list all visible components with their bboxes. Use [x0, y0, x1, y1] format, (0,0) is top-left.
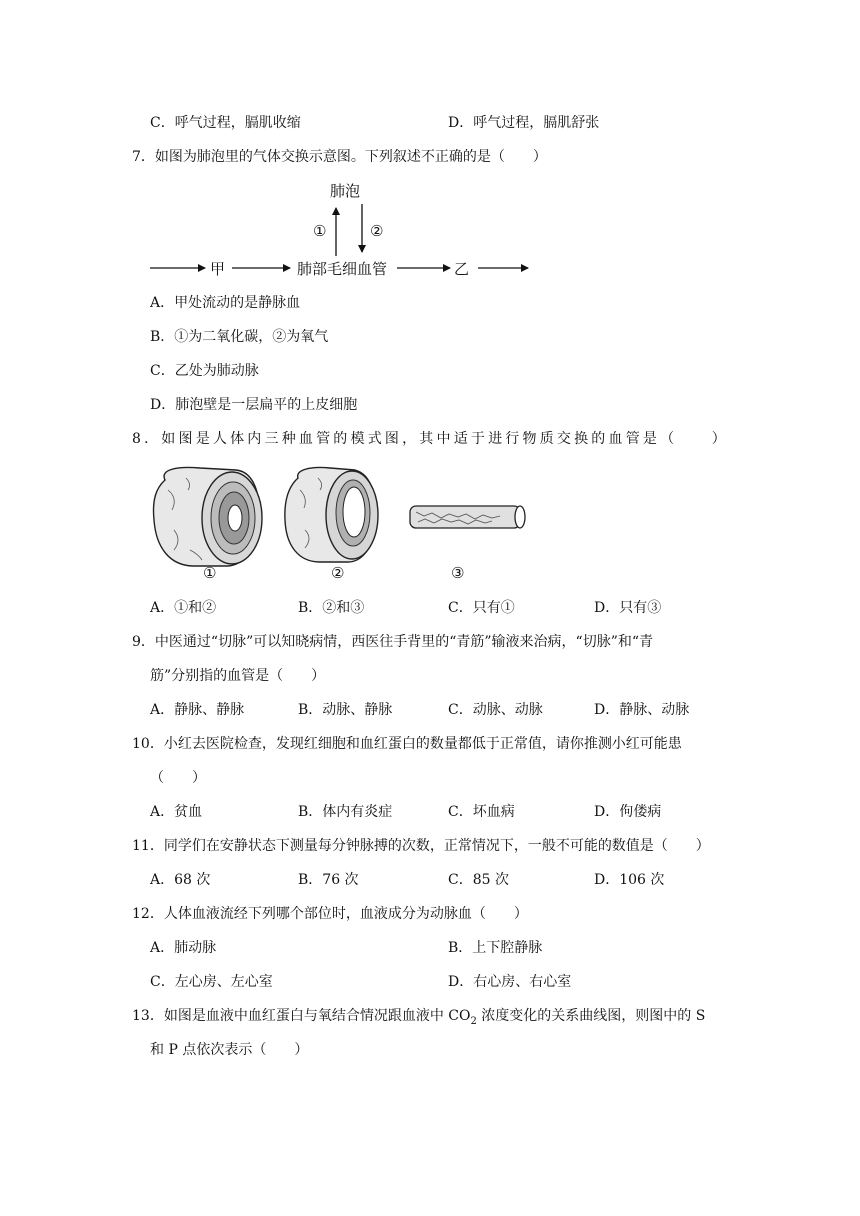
option-d: D．佝偻病 — [594, 804, 662, 820]
question-9-stem-line1: 9．中医通过“切脉”可以知晓病情，西医往手背里的“青筋”输液来治病，“切脉”和“青 — [132, 634, 654, 650]
label-2: ② — [370, 222, 384, 240]
option-b: B．76 次 — [298, 872, 359, 888]
question-10-stem-line2: （ ） — [150, 770, 206, 786]
question-13-stem-line1: 13．如图是血液中血红蛋白与氧结合情况跟血液中 $CO_2$ 浓度变化的关系曲线图，则图中的 S — [132, 1008, 706, 1027]
option-b: B．②和③ — [298, 600, 365, 616]
option-d: D．静脉、动脉 — [594, 702, 690, 718]
question-8-stem: 8．如图是人体内三种血管的模式图，其中适于进行物质交换的血管是（ ） — [132, 431, 729, 447]
option-b: B．上下腔静脉 — [448, 940, 543, 956]
jia-label: 甲 — [210, 260, 226, 278]
option-d: D．呼气过程，膈肌舒张 — [448, 115, 600, 131]
question-7-stem: 7．如图为肺泡里的气体交换示意图。下列叙述不正确的是（ ） — [132, 149, 547, 165]
alveolus-label: 肺泡 — [330, 182, 361, 200]
question-12-stem: 12．人体血液流经下列哪个部位时，血液成分为动脉血（ ） — [132, 906, 528, 922]
option-d: D．右心房、右心室 — [448, 974, 572, 990]
option-c: C．乙处为肺动脉 — [150, 363, 259, 379]
vein-illustration — [285, 467, 378, 562]
question-10-stem-line1: 10．小红去医院检查，发现红细胞和血红蛋白的数量都低于正常值，请你推测小红可能患 — [132, 736, 682, 752]
option-c: C．85 次 — [448, 872, 509, 888]
option-d: D．只有③ — [594, 600, 662, 616]
option-c: C．坏血病 — [448, 804, 515, 820]
option-a: A．肺动脉 — [150, 940, 217, 956]
question-9-stem-line2: 筋”分别指的血管是（ ） — [150, 668, 326, 684]
artery-illustration — [153, 468, 262, 567]
yi-label: 乙 — [454, 260, 470, 278]
vessel-label-1: ① — [203, 564, 217, 582]
question-13-stem-line2: 和 P 点依次表示（ ） — [150, 1042, 309, 1058]
option-d: D．肺泡壁是一层扁平的上皮细胞 — [150, 397, 358, 413]
option-c: C．动脉、动脉 — [448, 702, 543, 718]
option-d: D．106 次 — [594, 872, 665, 888]
option-b: B．动脉、静脉 — [298, 702, 393, 718]
option-a: A．68 次 — [150, 872, 211, 888]
option-c: C．呼气过程，膈肌收缩 — [150, 115, 301, 131]
capillary-label: 肺部毛细血管 — [297, 260, 388, 278]
vessel-label-2: ② — [331, 564, 345, 582]
option-b: B．①为二氧化碳，②为氧气 — [150, 329, 329, 345]
label-1: ① — [313, 222, 327, 240]
option-b: B．体内有炎症 — [298, 804, 393, 820]
option-a: A．静脉、静脉 — [150, 702, 245, 718]
vessel-label-3: ③ — [451, 564, 465, 582]
capillary-illustration — [410, 506, 525, 528]
question-11-stem: 11．同学们在安静状态下测量每分钟脉搏的次数，正常情况下，一般不可能的数值是（ ） — [132, 838, 710, 854]
option-a: A．贫血 — [150, 804, 203, 820]
option-a: A．①和② — [150, 600, 217, 616]
option-c: C．只有① — [448, 600, 515, 616]
option-a: A．甲处流动的是静脉血 — [150, 295, 301, 311]
option-c: C．左心房、左心室 — [150, 974, 273, 990]
